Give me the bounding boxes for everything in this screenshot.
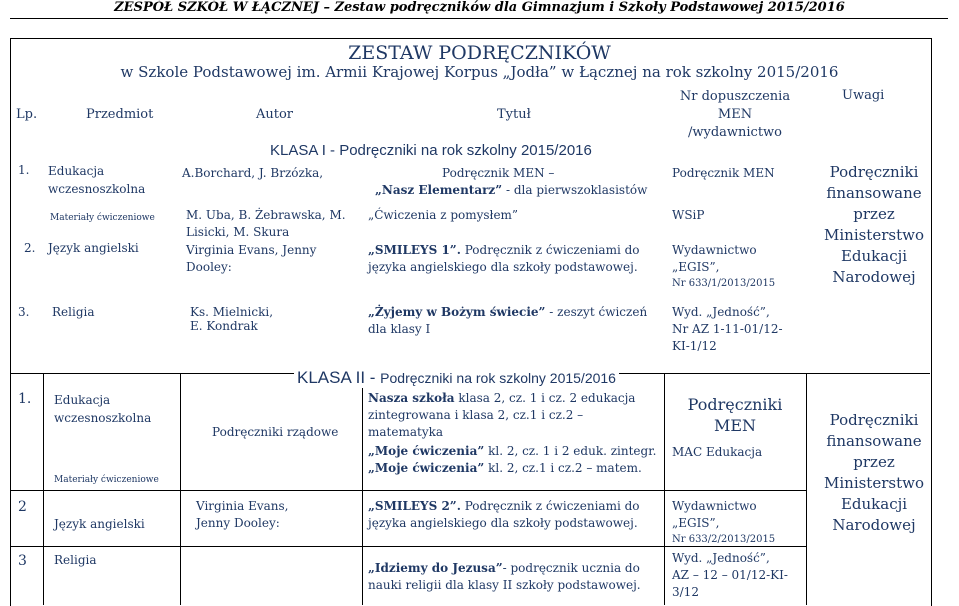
class2-row3-approval-c: 3/12 [672, 585, 699, 599]
class2-row3-title-b: nauki religii dla klasy II szkoły podstawowej. [368, 578, 641, 592]
class2-row1-subject-line1: Edukacja [54, 393, 111, 407]
class1-row2-author-b: Dooley: [186, 260, 232, 274]
class2-notes [818, 410, 930, 536]
class1-row1-subject-line2: wczesnoszkolna [48, 182, 146, 196]
class2-heading-a: KLASA II - [297, 368, 381, 387]
class2-row1-author: Podręczniki rządowe [212, 425, 339, 439]
class1-row1-subject [48, 162, 145, 198]
class2-divider-approval [806, 373, 807, 605]
class1-notes [818, 162, 930, 288]
class1-row2-approval-b: „EGIS”, [672, 260, 720, 274]
class1-row1-materials: Materiały ćwiczeniowe [50, 213, 155, 223]
class1-row2-approval-a: Wydawnictwo [672, 243, 757, 257]
class1-row2-author-a: Virginia Evans, Jenny [186, 243, 317, 257]
class2-row2-title-a [368, 498, 640, 515]
col-subject: Przedmiot [86, 107, 154, 122]
class2-row1-title-a [368, 390, 635, 407]
class1-row1-author-c: Lisicki, M. Skura [186, 225, 290, 239]
class1-row2-title-b: języka angielskiego dla szkoły podstawowej. [368, 260, 638, 274]
class2-divider-author [362, 373, 363, 605]
page-header: ZESPÓŁ SZKÓŁ W ŁĄCZNEJ – Zestaw podręczników dla Gimnazjum i Szkoły Podstawowej 2015/2016 [114, 0, 845, 15]
class2-row2-number: 2 [18, 499, 27, 515]
col-approval [660, 88, 810, 142]
col-approval-line1: Nr dopuszczenia [679, 89, 791, 104]
col-title: Tytuł [497, 107, 531, 122]
class1-row3-approval-c: KI-1/12 [672, 339, 717, 353]
class2-row2-title-a-bold: „SMILEYS 2”. [368, 499, 461, 513]
class2-row3-approval-b: AZ – 12 – 01/12-KI- [672, 568, 788, 582]
class2-row1-subject [54, 391, 151, 427]
class1-notes-line4: Ministerstwo [824, 226, 924, 244]
class1-notes-line3: przez [853, 205, 895, 223]
class1-row3-title-b: dla klasy I [368, 322, 431, 336]
class2-row1-title-e-rest: kl. 2, cz.1 i cz.2 – matem. [484, 461, 642, 475]
class2-row3-number: 3 [18, 553, 27, 569]
class1-row1-approval-b: WSiP [672, 208, 705, 222]
class1-row1-title-a: Podręcznik MEN – [442, 166, 555, 180]
class1-row3-author-a: Ks. Mielnicki, [190, 305, 274, 319]
class2-row3-subject: Religia [54, 553, 97, 567]
class2-row1-approval-main [670, 394, 800, 436]
class2-row1-materials: Materiały ćwiczeniowe [54, 475, 159, 485]
class2-row1-title-d-rest: kl. 2, cz. 1 i 2 eduk. zintegr. [484, 444, 657, 458]
class1-row3-approval-a: Wyd. „Jedność”, [672, 305, 770, 319]
class2-notes-line6: Narodowej [832, 516, 916, 534]
class1-row1-title-b [375, 182, 647, 199]
class2-row1-title-d [368, 443, 656, 460]
class1-heading: KLASA I - Podręczniki na rok szkolny 2015/2016 [270, 142, 592, 159]
class2-notes-line3: przez [853, 453, 895, 471]
class1-row2-approval-c: Nr 633/1/2013/2015 [672, 278, 776, 289]
class2-row2-approval-b: „EGIS”, [672, 516, 720, 530]
class1-row1-subject-line1: Edukacja [48, 164, 105, 178]
class2-divider-lp [43, 373, 44, 605]
class2-row-divider-2 [10, 546, 806, 547]
class1-notes-line1: Podręczniki [829, 163, 919, 181]
class2-row1-title-c: matematyka [368, 425, 444, 439]
class2-row-divider-1 [10, 490, 806, 491]
class1-row2-subject: Język angielski [48, 241, 139, 255]
document-subtitle: w Szkole Podstawowej im. Armii Krajowej Korpus „Jodła” w Łącznej na rok szkolny 2015/2016 [120, 63, 839, 81]
class1-row1-author-a: A.Borchard, J. Brzózka, [182, 166, 324, 180]
class1-row3-number: 3. [18, 305, 30, 319]
class2-row1-title-e [368, 460, 642, 477]
col-approval-line3: /wydawnictwo [687, 125, 783, 140]
class2-row2-author-a: Virginia Evans, [196, 499, 289, 513]
class2-notes-line2: finansowane [826, 432, 922, 450]
class1-notes-line6: Narodowej [832, 268, 916, 286]
class2-row2-approval-a: Wydawnictwo [672, 499, 757, 513]
class2-notes-line4: Ministerstwo [824, 474, 924, 492]
class1-row1-title-b-bold: „Nasz Elementarz” [375, 183, 503, 197]
class1-row2-title-a-rest: Podręcznik z ćwiczeniami do [460, 243, 640, 257]
class2-row1-approval-a: Podręczniki [687, 395, 783, 414]
class2-notes-line1: Podręczniki [829, 411, 919, 429]
class2-row1-approval-c: MAC Edukacja [672, 445, 763, 459]
class1-row1-number: 1. [18, 163, 30, 177]
class2-row2-author-b: Jenny Dooley: [196, 516, 280, 530]
class1-row1-approval-a: Podręcznik MEN [672, 166, 775, 180]
class2-row3-title-a-rest: - podręcznik ucznia do [502, 561, 640, 575]
col-approval-line2: MEN [717, 107, 753, 122]
class1-notes-line2: finansowane [826, 184, 922, 202]
class2-divider-title [664, 373, 665, 605]
class2-row1-title-b: zintegrowana i klasa 2, cz.1 i cz.2 – [368, 408, 584, 422]
class1-row3-subject: Religia [52, 305, 95, 319]
class2-row3-title-a [368, 560, 640, 577]
class1-row3-title-a-rest: - zeszyt ćwiczeń [545, 305, 648, 319]
class2-row2-subject: Język angielski [54, 517, 145, 531]
class1-row2-title-a [368, 242, 640, 259]
col-author: Autor [256, 107, 294, 122]
class1-notes-line5: Edukacji [840, 247, 908, 265]
col-notes: Uwagi [842, 88, 885, 103]
class2-divider-subject [180, 373, 181, 605]
class1-row3-title-a-bold: „Żyjemy w Bożym świecie” [368, 305, 546, 319]
class1-row1-title-c: „Ćwiczenia z pomysłem” [368, 208, 519, 222]
class2-row3-approval-a: Wyd. „Jedność”, [672, 551, 770, 565]
header-divider [10, 18, 948, 19]
col-lp: Lp. [16, 107, 38, 122]
class2-row1-number: 1. [18, 391, 32, 407]
class2-row2-title-b: języka angielskiego dla szkoły podstawowej. [368, 516, 638, 530]
class2-row3-title-a-bold: „Idziemy do Jezusa” [368, 561, 503, 575]
class2-row1-approval-b: MEN [713, 416, 757, 435]
class1-row3-title-a [368, 304, 647, 321]
class1-row2-number: 2. [24, 241, 36, 255]
class2-heading-b: Podręczniki na rok szkolny 2015/2016 [380, 370, 616, 386]
class1-row3-author-b: E. Kondrak [190, 319, 258, 333]
class1-row1-title-b-rest: - dla pierwszoklasistów [502, 183, 648, 197]
class2-row1-title-d-bold: „Moje ćwiczenia” [368, 444, 485, 458]
document-title: ZESTAW PODRĘCZNIKÓW [348, 42, 611, 64]
class2-row2-approval-c: Nr 633/2/2013/2015 [672, 534, 776, 545]
class1-row3-approval-b: Nr AZ 1-11-01/12- [672, 322, 783, 336]
class2-row1-title-a-rest: klasa 2, cz. 1 i cz. 2 edukacja [454, 391, 636, 405]
class2-row1-subject-line2: wczesnoszkolna [54, 411, 152, 425]
class1-row1-author-b: M. Uba, B. Żebrawska, M. [186, 208, 346, 222]
class2-row2-title-a-rest: Podręcznik z ćwiczeniami do [460, 499, 640, 513]
class2-row1-title-a-bold: Nasza szkoła [368, 391, 455, 405]
class1-row2-title-a-bold: „SMILEYS 1”. [368, 243, 461, 257]
class2-row1-title-e-bold: „Moje ćwiczenia” [368, 461, 485, 475]
class2-notes-line5: Edukacji [840, 495, 908, 513]
class2-heading [294, 368, 619, 388]
